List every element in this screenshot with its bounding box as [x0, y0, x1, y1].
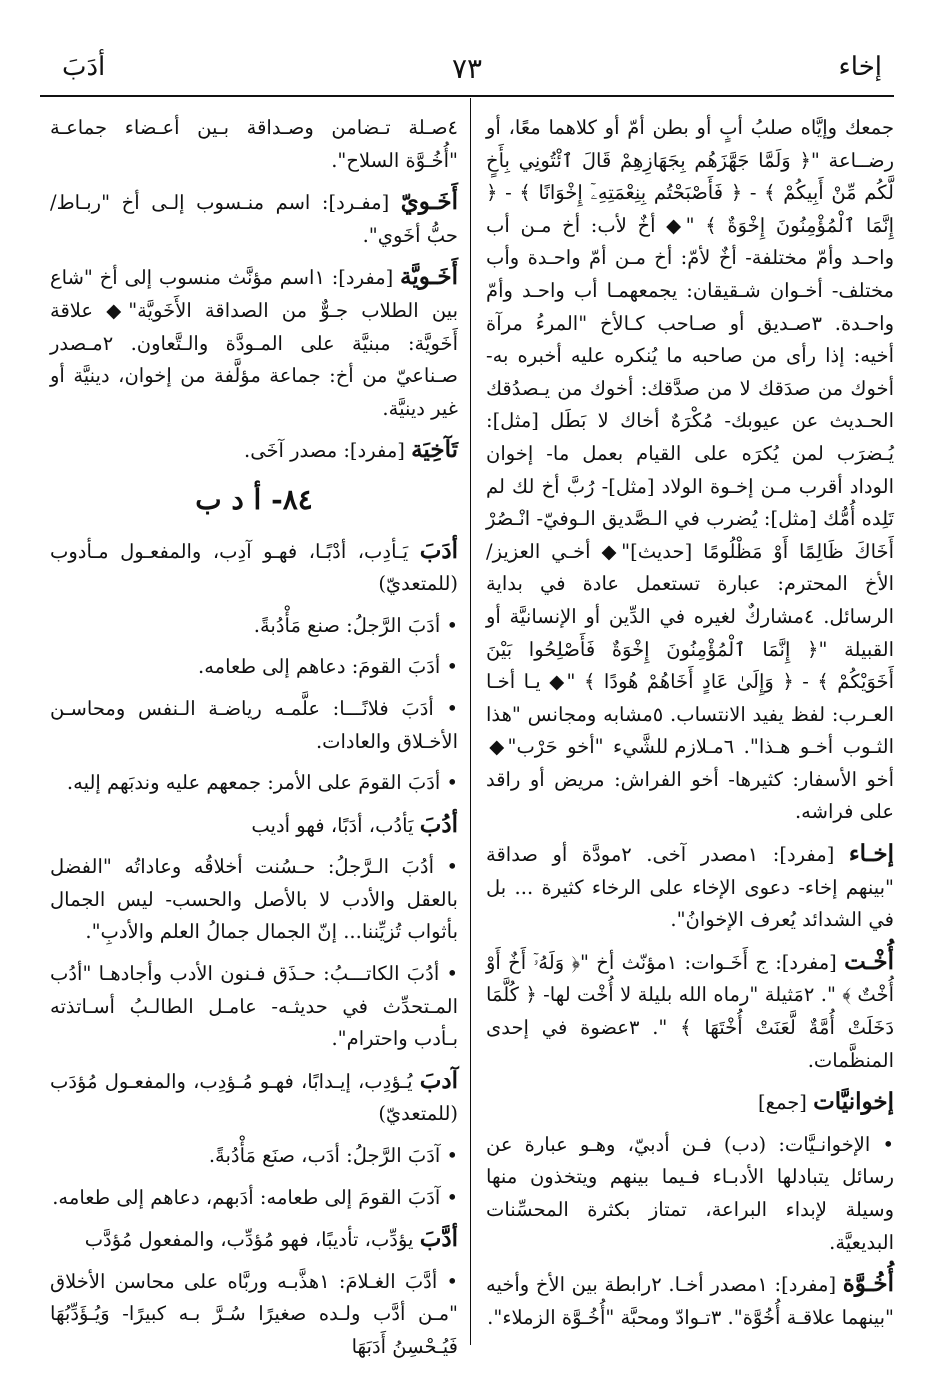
entry-text: • أدَبَ القومَ: دعاهم إلى طعامه. — [198, 655, 458, 679]
entry-text: يَـأدِب، أدْبًـا، فهـو آدِب، والمفعـول مـأدوب (للمتعديّ) — [50, 539, 458, 596]
dictionary-entry — [50, 958, 458, 1056]
column-divider — [470, 98, 471, 1345]
entry-text: [مفرد]: ١اسم مؤنَّث منسوب إلى أخ "شاع بين الطلاب جـوٌّ من الصداقة الأَخَويَّة"◆ علاقة أَخَويَّة: مبنيَّة على المـودَّة والـتَّعاون. ٢مـصدر صـناعيّ من أخ: جماعة مؤلَّفة من إخوان، دينيَّة أو غير دينيَّة. — [50, 266, 458, 420]
header-guide-word-left: أدَبَ — [62, 52, 106, 82]
entry-text: • أدَبَ القومَ على الأمر: جمعهم عليه وندبَهم إليه. — [66, 771, 458, 795]
entry-text: [مفرد]: ١مصدر أخـا. ٢رابطة بين الأخ وأخيه "بينهما علاقـة أُخُوَّة". ٣تـوادّ ومحبَّة "أُخُـوَّة الزملاء". — [486, 1273, 894, 1329]
dictionary-entry — [50, 1140, 458, 1173]
dictionary-entry — [50, 1182, 458, 1215]
entry-text: [مفرد]: ج أَخَـوات: ١مؤنّث أخ "﴿ وَلَهُۥٓ أَخٌ أَوْ أُخْتٌ ﴾ ". ٢مَثيلة "رماه الله بليلة لا أُخْت لها- ﴿ كُلَّمَا دَخَلَتْ أُمَّةٌ لَّعَنَتْ أُخْتَهَا ﴾ ". ٣عضوة في إحدى المنظَّمات. — [486, 950, 894, 1072]
entry-text: [مفـرد]: اسم منـسوب إلـى أخ "ربـاط/ حبُّ أخَوي". — [50, 191, 458, 247]
dictionary-entry — [486, 1129, 894, 1259]
dictionary-entry — [50, 693, 458, 758]
dictionary-entry — [50, 809, 458, 843]
entry-text: ٤صـلة تـضامن وصـداقة بـين أعـضاء جماعـة "أُخُـوَّة السلاح". — [50, 116, 458, 172]
section-heading: ٨٤- أ د ب — [195, 482, 313, 516]
dictionary-entry — [50, 610, 458, 643]
page-header — [40, 52, 894, 92]
dictionary-entry — [50, 851, 458, 949]
right-column — [486, 112, 894, 1343]
headword: أُخُـوَّة — [842, 1270, 895, 1298]
headword: أدَبَ — [419, 536, 458, 564]
entry-text: • أدَّبَ الغـلامَ: ١هذَّبـه وربَّاه على محاسن الأخلاق "مـن أدَّب ولـده صغيرًا سُـرَّ بـه كبيرًا- وَيُـؤَدِّبُهَا فَيُـحْسِنُ أَدَبَهَا — [50, 1269, 458, 1358]
dictionary-entry — [50, 1266, 458, 1364]
headword: أَخَـويَّة — [400, 263, 459, 291]
dictionary-entry — [50, 1223, 458, 1257]
dictionary-entry — [50, 434, 458, 468]
entry-text: جمعك وإيَّاه صلبُ أبٍ أو بطن أمّ أو كلاهما معًا، أو رضــاعة "﴿ وَلَمَّا جَهَّزَهُم بِجَهَازِهِمْ قَالَ ٱئْتُونِي بِأَخٍ لَّكُم مِّنْ أَبِيكُمْ ﴾ - ﴿ فَأَصْبَحْتُم بِنِعْمَتِهِۦٓ إِخْوَانًا ﴾ - ﴿ إِنَّمَا ٱلْمُؤْمِنُونَ إِخْوَةٌ ﴾ "◆ أخٌ لأب: أخ مـن أب واحـد وأمّ مختلفة- أخٌ لأمّ: أخ مـن أمّ واحـدة وأب مختلف- أخـوان شـقيقان: يجمعهمـا أب واحـد وأمّ واحـدة. ٣صـديق أو صـاحب كـالأخ "المرءُ مرآة أخيه: إذا رأى من صاحبه ما يُنكره عليه أخبره به- أخوك من صدَقك لا من صدَّقك: أخوك من يـصدُقك الحـديث عن عيوبك- مُكْرَهٌ أخاك لا بَطَل [مثل]: يُـضرَب لمن يُكرَه على القيام بعمل ما- إخوان الوداد أقرب مـن إخـوة الولاد [مثل]- رُبَّ أخ لك لم تَلِده أُمُّك [مثل]: يُضرب في الـصَّديق الـوفيّ- انْـصُرْ أَخَاكَ ظَالِمًا أَوْ مَظْلُومًا [حديث]"◆ أخـي العزيز/ الأخ المحترم: عبارة تستعمل عادة في بداية الرسائل. ٤مشاركٌ لغيره في الدِّين أو الإنسانيَّة أو القبيلة "﴿ إِنَّمَا ٱلْمُؤْمِنُونَ إِخْوَةٌ فَأَصْلِحُوا بَيْنَ أَخَوَيْكُمْ ﴾ - ﴿ وَإِلَىٰ عَادٍ أَخَاهُمْ هُودًا ﴾ "◆ يـا أخـا العـرب: لفظ يفيد الانتساب. ٥مشابه ومجانس "هذا الثـوب أخـو هـذا". ٦مـلازم للشَّيء "أخو حَرْب"◆ أخو الأسفار: كثيرها- أخو الفراش: مريض أو راقد على فراشه. — [486, 116, 895, 824]
headword: أدَّبَ — [419, 1225, 458, 1253]
dictionary-entry — [50, 261, 458, 425]
entry-text: يُـؤدِب، إيـدابًا، فهـو مُـؤدِب، والمفعـول مُؤدَب (للمتعديّ) — [50, 1069, 458, 1126]
headword: أدُبَ — [419, 810, 458, 838]
entry-text: • أدُبَ الكاتـــبُ: حـذَق فـنون الأدب وأجادهـا "أدُب المـتحدِّث في حديثـه- عامـل الطالـبُ أسـاتذته بـأدب واحترام". — [50, 962, 458, 1051]
entry-text: يَأدُب، أدَبًا، فهو أديب — [251, 813, 420, 837]
dictionary-entry — [486, 1268, 894, 1334]
dictionary-entry — [50, 767, 458, 800]
left-column — [50, 112, 458, 1373]
entry-text: • آدَبَ الرَّجلُ: أدَب، صنَع مَأْدُبةً. — [208, 1144, 458, 1168]
entry-text: • الإخوانـيَّات: (دب) فـن أدبيّ، وهـو عبارة عن رسائل يتبادلها الأدبـاء فـيما بينهم ويتخذون منها وسيلة لإبداء البراعة، تمتاز بكثرة المحسِّنات البديعيَّة. — [486, 1132, 894, 1254]
dictionary-entry — [486, 112, 894, 829]
headword: تَآخِيَة — [411, 436, 458, 464]
dictionary-entry — [50, 651, 458, 684]
headword: أُخْـت — [844, 947, 894, 975]
headword: أَخَـويّ — [400, 188, 458, 216]
dictionary-entry — [50, 112, 458, 177]
dictionary-entry — [486, 838, 894, 937]
headword: إخوانيَّات — [813, 1088, 894, 1116]
dictionary-entry — [50, 535, 458, 601]
entry-text: • أدَبَ فلانًـــا: علَّمـه رياضـة الـنفس ومحاسـن الأخـلاق والعادات. — [50, 696, 458, 753]
dictionary-entry — [50, 186, 458, 252]
page-number: ٧٣ — [451, 52, 483, 85]
headword: إخـاء — [848, 840, 895, 868]
entry-text: • أدُبَ الـرَّجلُ: حـسُنت أخلاقُه وعاداتُه "الفضل بالعقل والأدب لا بالأصل والحسب- ليس الجمال بأثواب تُزيِّننا... إنّ الجمال جمالُ العلم والأدبِ". — [50, 855, 458, 944]
entry-text: • أدَبَ الرَّجلُ: صنع مَأْدُبةً. — [253, 613, 458, 637]
header-guide-word-right: إخاء — [838, 52, 882, 82]
entry-text: [جمع] — [757, 1091, 814, 1115]
header-rule — [40, 95, 894, 97]
entry-text: [مفرد]: ١مصدر آخى. ٢مودَّة أو صداقة "بينهم إخاء- دعوى الإخاء على الرخاء كثيرة ... بل في الشدائد يُعرف الإخوانُ". — [486, 843, 894, 932]
dictionary-entry — [50, 1065, 458, 1131]
entry-text: • آدَبَ القومَ إلى طعامه: أدَبهم، دعاهم إلى طعامه. — [52, 1185, 458, 1209]
dictionary-entry — [486, 1086, 894, 1120]
headword: آدبَ — [419, 1066, 458, 1094]
entry-text: يؤدِّب، تأديبًا، فهو مُؤدِّب، والمفعول مُؤدَّب — [84, 1228, 420, 1252]
dictionary-entry — [486, 946, 894, 1077]
entry-text: [مفرد]: مصدر آخَى. — [244, 439, 412, 463]
